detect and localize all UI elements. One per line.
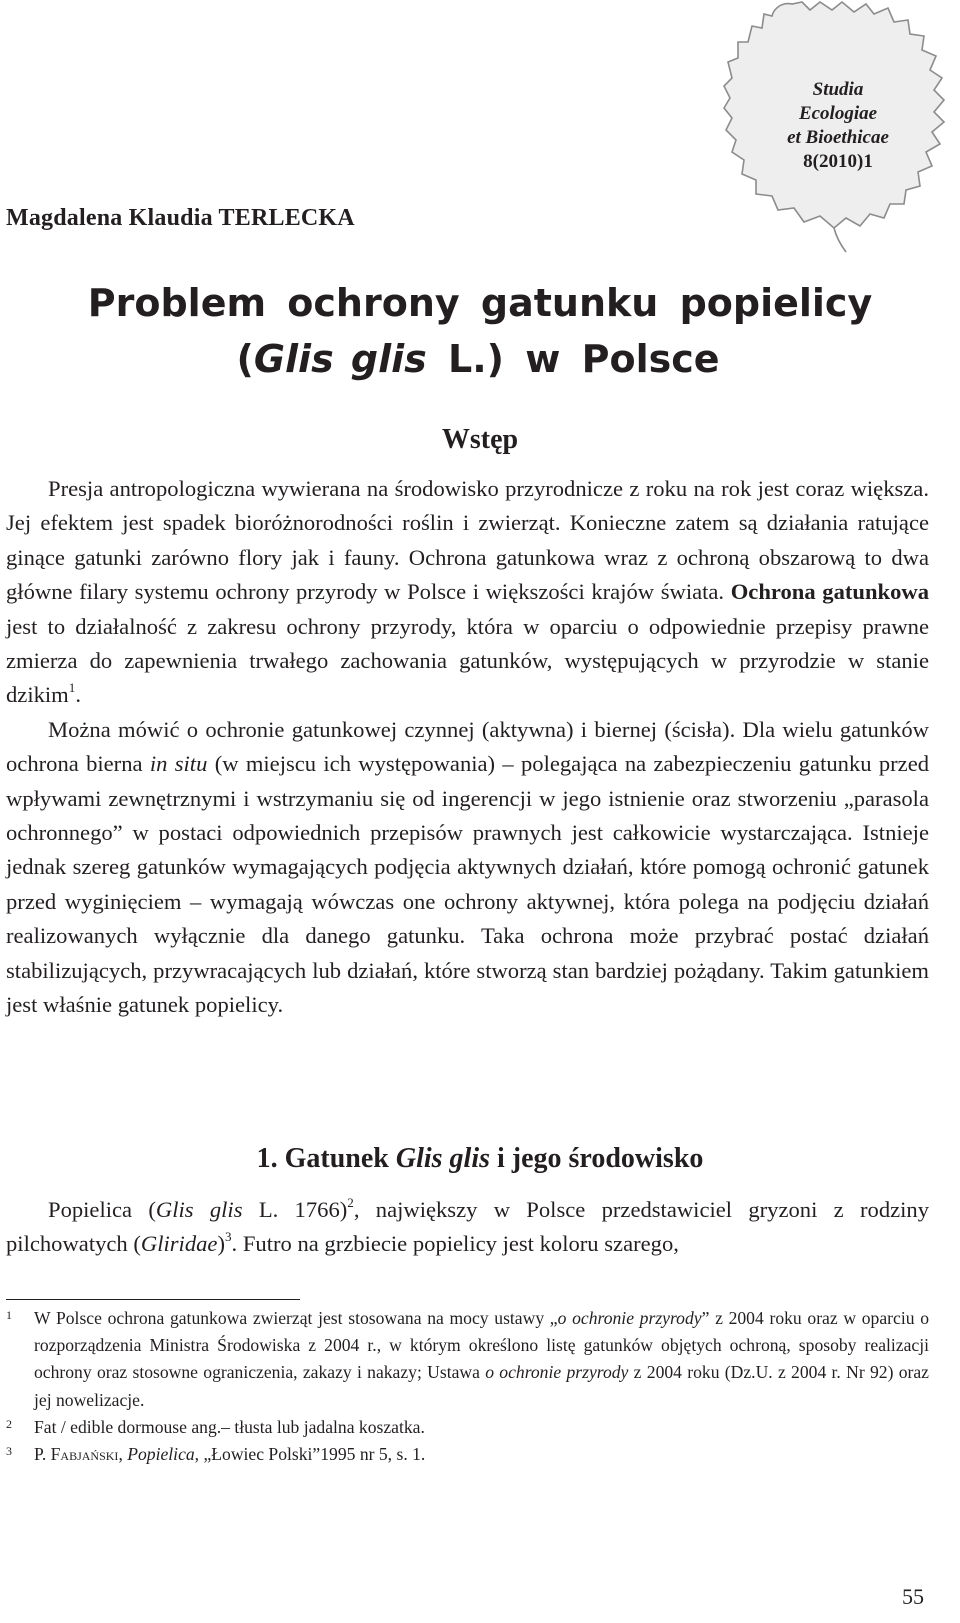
journal-line-3: et Bioethicae [787,127,889,148]
italic-term: in situ [149,751,208,777]
article-title [0,275,960,387]
author-name: Magdalena Klaudia TERLECKA [6,205,355,231]
title-word: ochrony [287,281,460,325]
paragraph-text: jest to działalność z zakresu ochrony przyrody, która w oparciu o odpowiednie przepisy prawne zmierza do zapewnienia trwałego zachowania gatunków, występujących w przyrodzie w stanie dzikim [6,613,929,708]
page-number: 55 [902,1584,924,1609]
bold-term: Ochrona gatunkowa [730,579,930,605]
footnote-number: 2 [6,1416,12,1431]
title-word: gatunku [480,281,659,325]
italic-term: Glis glis [155,1197,243,1222]
heading-italic: Glis glis [395,1143,490,1174]
footnote-divider [6,1299,300,1300]
footnote-italic: Popielica [127,1444,195,1465]
title-paren: ( [236,337,254,381]
paragraph-text: Można mówić o ochronie gatunkowej czynnej (aktywna) i biernej (ścisła). Dla wielu gatunków ochrona bierna [6,716,929,777]
title-line-1 [0,275,960,331]
intro-paragraph-2 [6,713,929,1023]
journal-line-1: Studia [812,79,864,100]
footnote-ref-2[interactable]: 2 [347,1195,354,1211]
footnote-text: , „Łowiec Polski”1995 nr 5, s. 1. [194,1444,426,1465]
intro-heading: Wstęp [441,424,519,455]
footnote-text: , [118,1444,123,1465]
paragraph-text: L. 1766) [258,1197,348,1222]
journal-line-2: Ecologiae [798,103,878,124]
italic-term: Gliridae [140,1231,218,1257]
footnotes [6,1305,929,1468]
title-species: glis [350,337,427,381]
paragraph-text: . [75,682,81,708]
intro-paragraph-1 [6,472,929,713]
footnote-1 [6,1305,929,1414]
footnote-ref-3[interactable]: 3 [225,1229,232,1245]
footnote-text: ” z 2004 roku oraz w oparciu o rozporządzenia Ministra Środowiska z 2004 r., w którym określono listę gatunków objętych ochroną, sposoby realizacji ochrony oraz stosowne ograniczenia, zakazy i nakazy; Ustawa [34,1308,929,1383]
heading-text: 1. Gatunek [256,1143,389,1174]
footnote-italic: o ochronie przyrody [557,1308,702,1328]
paragraph-text: . Futro na grzbiecie popielicy jest koloru szarego, [231,1231,679,1257]
leaf-stem [834,228,846,252]
title-authority: L.) [448,337,505,381]
section-1-body [6,1193,929,1262]
footnote-number: 3 [6,1444,12,1459]
section-1-heading [0,1143,960,1175]
intro-body [6,472,929,1023]
journal-name [722,78,954,174]
footnote-2 [6,1414,929,1441]
title-word: w [525,337,561,381]
footnote-italic: o ochronie przyrody [485,1362,629,1383]
footnote-text: W Polsce ochrona gatunkowa zwierząt jest stosowana na mocy ustawy „ [34,1308,558,1328]
title-word: Problem [87,281,267,325]
title-word: Polsce [581,337,720,381]
footnote-number: 1 [6,1308,12,1322]
footnote-text: Fat / edible dormouse ang.– tłusta lub jadalna koszatka. [34,1416,425,1437]
footnote-text: z 2004 roku (Dz.U. z 2004 r. Nr 92) oraz jej nowelizacje. [34,1362,929,1410]
footnote-3 [6,1441,929,1468]
title-line-2 [0,331,960,387]
paragraph-text: Popielica ( [48,1197,156,1222]
paragraph-text: (w miejscu ich występowania) – polegająca na zabezpieczeniu gatunku przed wpływami zewnętrznymi i wstrzymaniu się od ingerencji w jego istnienie oraz stworzeniu „parasola ochronnego” w postaci odpowiednich przepisów prawnych jest całkowicie wystarczająca. Istnieje jednak szereg gatunków wymagających podjęcia aktywnych działań, które pomogą ochronić gatunek przed wyginięciem – wymagają wówczas one ochrony aktywnej, która polega na podjęciu działań realizowanych wyłącznie dla danego gatunku. Taka ochrona może przybrać postać działań stabilizujących, przywracających lub działań, które stworzą stan bardziej pożądany. Takim gatunkiem jest właśnie gatunek popielicy. [6,751,930,1018]
footnote-ref-1[interactable]: 1 [68,680,76,696]
journal-issue: 8(2010)1 [803,151,873,172]
footnote-text: P. [34,1444,47,1465]
paragraph-text: ) [217,1231,225,1257]
title-word: popielicy [679,281,873,325]
paragraph-text: , największy w Polsce przedstawiciel gryzoni z rodziny pilchowatych ( [6,1197,930,1257]
heading-text: i jego środowisko [497,1143,704,1174]
paragraph-text: Presja antropologiczna wywierana na środowisko przyrodnicze z roku na rok jest coraz większa. Jej efektem jest spadek bioróżnorodności roślin i zwierząt. Konieczne zatem są działania ratujące ginące gatunki zarówno flory jak i fauny. Ochrona gatunkowa wraz z ochroną obszarową to dwa główne filary systemu ochrony przyrody w Polsce i większości krajów świata. [6,476,929,605]
footnote-author: Fabjański [50,1444,119,1465]
section-1-paragraph-1 [6,1193,929,1262]
title-genus: Glis [253,337,334,381]
